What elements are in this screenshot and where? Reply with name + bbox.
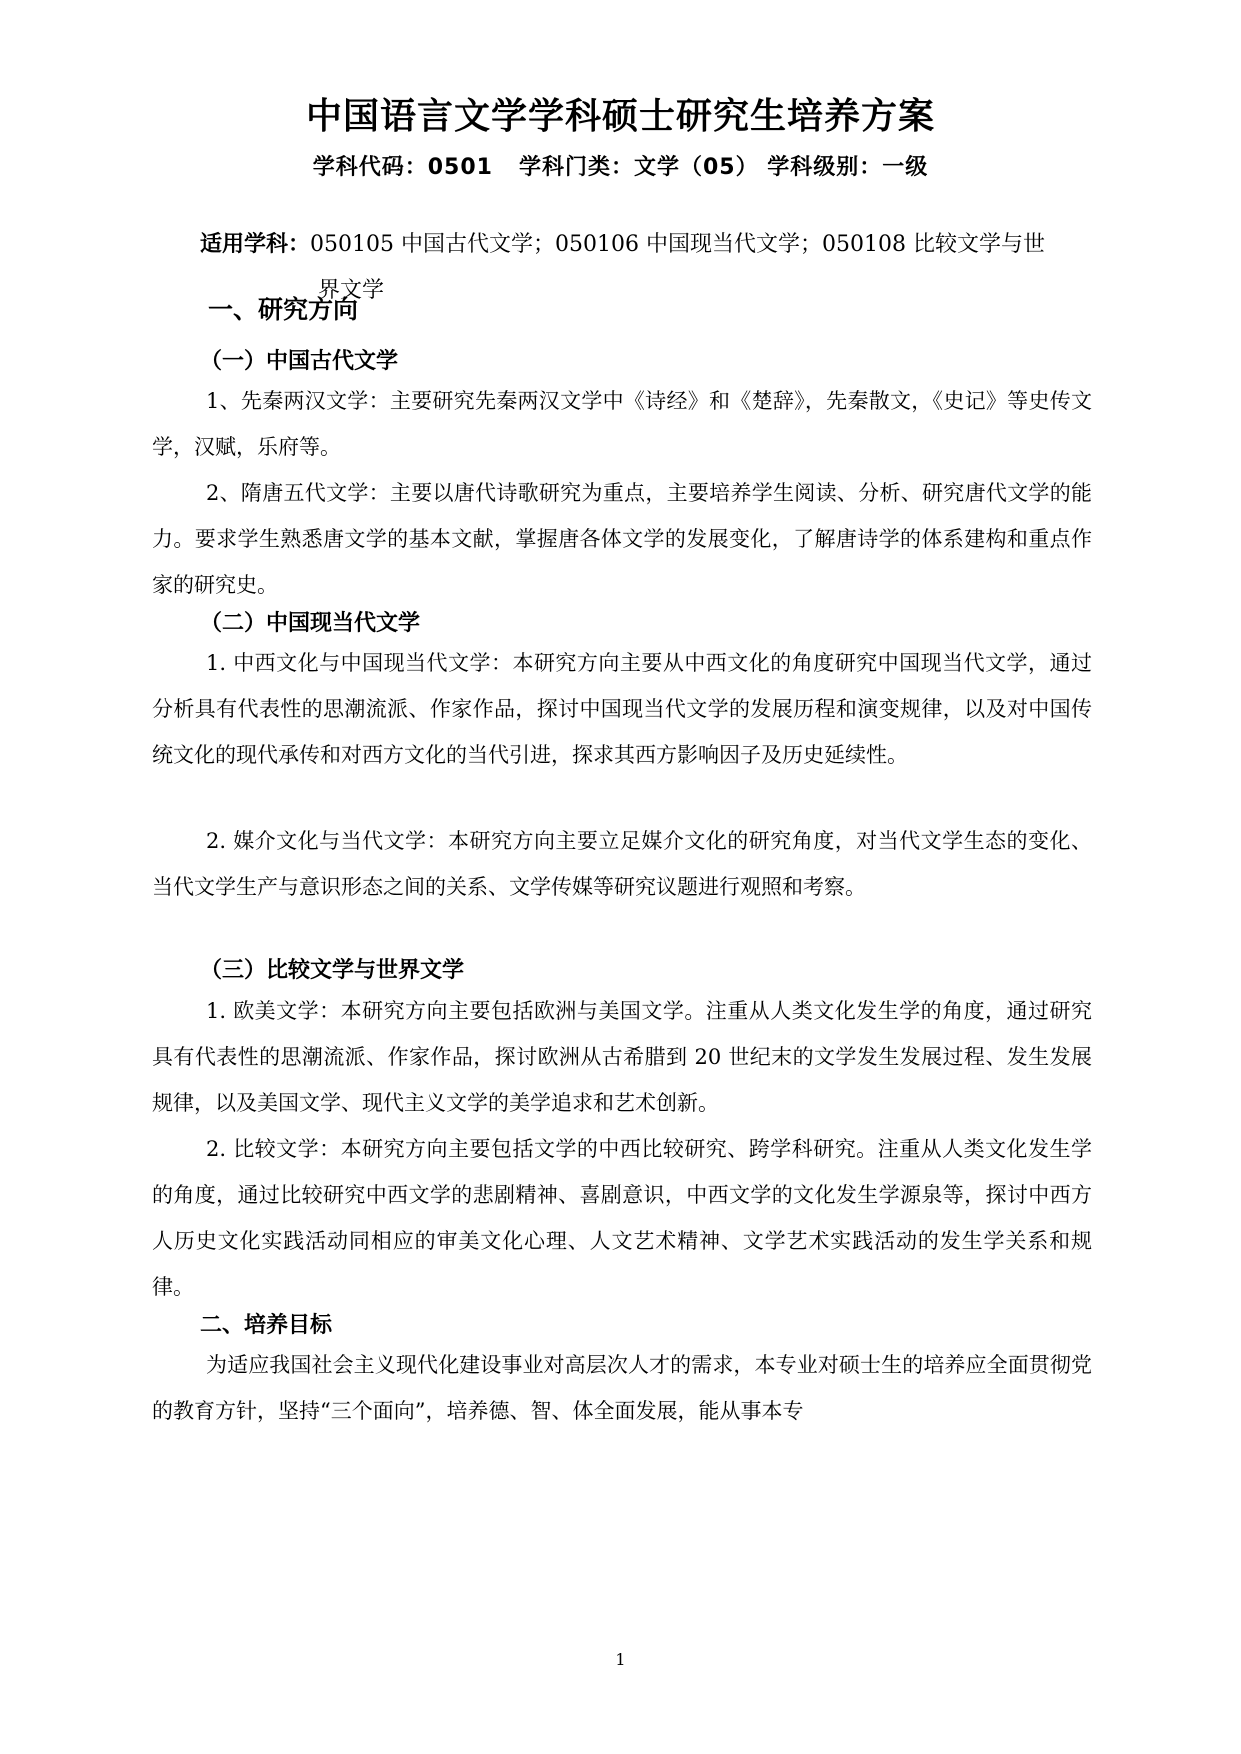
paragraph: 1. 中西文化与中国现当代文学：本研究方向主要从中西文化的角度研究中国现当代文学，通过分析具有代表性的思潮流派、作家作品，探讨中国现当代文学的发展历程和演变规律，以及对中国传统文化的现代承传和对西方文化的当代引进，探求其西方影响因子及历史延续性。 bbox=[152, 651, 1092, 767]
subsection3-heading: （三）比较文学与世界文学 bbox=[200, 958, 465, 983]
applicable-label: 适用学科： bbox=[200, 232, 311, 257]
paragraph: 为适应我国社会主义现代化建设事业对高层次人才的需求，本专业对硕士生的培养应全面贯彻党的教育方针，坚持“三个面向”，培养德、智、体全面发展，能从事本专 bbox=[152, 1353, 1092, 1423]
paragraph: 2. 媒介文化与当代文学：本研究方向主要立足媒介文化的研究角度，对当代文学生态的变化、当代文学生产与意识形态之间的关系、文学传媒等研究议题进行观照和考察。 bbox=[152, 829, 1092, 899]
applicable-line2: 界文学 bbox=[318, 278, 385, 303]
paragraph: 2. 比较文学：本研究方向主要包括文学的中西比较研究、跨学科研究。注重从人类文化发生学的角度，通过比较研究中西文学的悲剧精神、喜剧意识，中西文学的文化发生学源泉等，探讨中西方人历史文化实践活动同相应的审美文化心理、人文艺术精神、文学艺术实践活动的发生学关系和规律。 bbox=[152, 1137, 1092, 1299]
document-subtitle: 学科代码：0501 学科门类：文学（05） 学科级别：一级 bbox=[312, 155, 929, 180]
paragraph: 1、先秦两汉文学：主要研究先秦两汉文学中《诗经》和《楚辞》，先秦散文，《史记》等史传文学，汉赋，乐府等。 bbox=[152, 389, 1092, 459]
section2-heading: 二、培养目标 bbox=[200, 1313, 333, 1338]
subsection1-heading: （一）中国古代文学 bbox=[200, 349, 399, 374]
applicable-line1: 050105 中国古代文学；050106 中国现当代文学；050108 比较文学与世 bbox=[310, 232, 1045, 257]
page-number: 1 bbox=[615, 1650, 626, 1669]
subsection2-heading: （二）中国现当代文学 bbox=[200, 611, 421, 636]
document-title: 中国语言文学学科硕士研究生培养方案 bbox=[305, 96, 935, 137]
paragraph: 2、隋唐五代文学：主要以唐代诗歌研究为重点，主要培养学生阅读、分析、研究唐代文学的能力。要求学生熟悉唐文学的基本文献，掌握唐各体文学的发展变化，了解唐诗学的体系建构和重点作家的研究史。 bbox=[152, 481, 1092, 597]
paragraph: 1. 欧美文学：本研究方向主要包括欧洲与美国文学。注重从人类文化发生学的角度，通过研究具有代表性的思潮流派、作家作品，探讨欧洲从古希腊到 20 世纪末的文学发生发展过程、发生发展规律，以及美国文学、现代主义文学的美学追求和艺术创新。 bbox=[152, 999, 1092, 1115]
section1-heading: 一、研究方向 bbox=[208, 295, 359, 324]
